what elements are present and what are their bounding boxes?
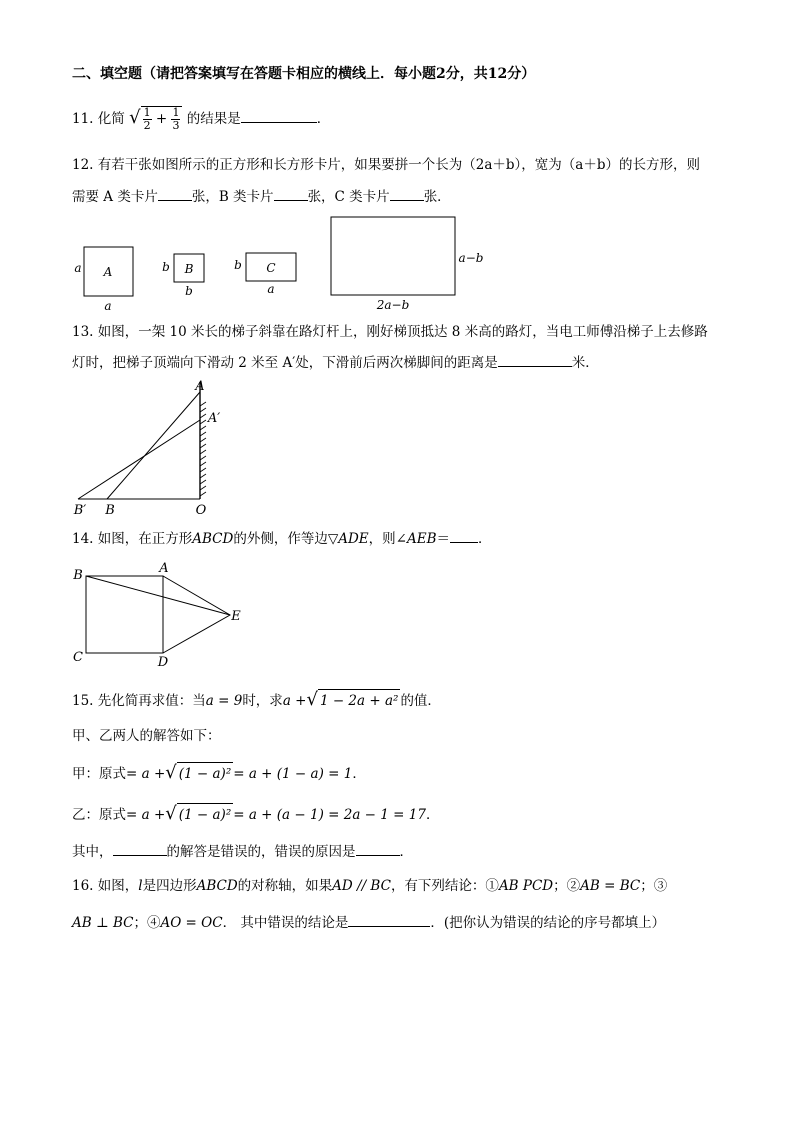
q12-blank-a[interactable] bbox=[158, 186, 192, 201]
card-b-side: b bbox=[162, 260, 170, 274]
segment-be bbox=[86, 576, 230, 615]
point-e-label: E bbox=[231, 609, 241, 624]
question-14: 14. 如图，在正方形ABCD的外侧，作等边▽ADE，则∠AEB＝ ． bbox=[72, 528, 492, 549]
q11-answer-blank[interactable] bbox=[241, 108, 317, 123]
triangle-ade bbox=[163, 576, 230, 653]
q15-question: 其中， 的解答是错误的，错误的原因是 ． bbox=[72, 841, 413, 862]
q13-ladder-figure bbox=[66, 376, 226, 521]
q13-line-2: 灯时，把梯子顶端向下滑动 2 米至 A′处，下滑前后两次梯脚间的距离是 米． bbox=[72, 352, 599, 373]
card-b-bottom: b bbox=[185, 284, 193, 298]
point-d-label: D bbox=[157, 655, 169, 670]
radical-icon: √ bbox=[306, 689, 318, 710]
q13-line-1: 13. 如图，一架 10 米长的梯子斜靠在路灯杆上，刚好梯顶抵达 8 米高的路灯，当电工师傅沿梯子上去修路 bbox=[72, 324, 708, 340]
radical-icon: √ bbox=[165, 762, 177, 783]
q11-prefix: 化简 bbox=[97, 111, 125, 127]
q11-suffix: 的结果是 bbox=[186, 111, 241, 127]
post-hatching bbox=[200, 402, 206, 496]
q12-blank-c[interactable] bbox=[390, 186, 424, 201]
q15-yi-solution: 乙：原式= a +√ (1 − a)² = a + (a − 1) = 2a − 1 = 17． bbox=[72, 803, 440, 824]
big-rect-side: a−b bbox=[458, 251, 484, 265]
radical-icon: √ bbox=[165, 803, 177, 824]
q12-line-2: 需要 A 类卡片 张，B 类卡片 张，C 类卡片 张． bbox=[72, 186, 451, 207]
q11-radicand: $\frac{1}{2}$ + $\frac{1}{3}$ bbox=[141, 106, 183, 132]
radical-icon: √ bbox=[129, 107, 141, 128]
square-abcd bbox=[86, 576, 163, 653]
q16-line-2: AB ⊥ BC；④AO = OC． 其中错误的结论是 ．(把你认为错误的结论的序号都填上） bbox=[72, 912, 665, 933]
ladder-before bbox=[107, 392, 200, 499]
card-c-side: b bbox=[234, 258, 242, 272]
big-rectangle bbox=[331, 217, 455, 295]
q11-fraction-2: $\frac{1}{3}$ bbox=[172, 106, 180, 132]
q11-fraction-1: $\frac{1}{2}$ bbox=[143, 106, 151, 132]
q13-answer-blank[interactable] bbox=[498, 352, 572, 367]
card-b-label: B bbox=[184, 262, 194, 276]
q15-blank-reason[interactable] bbox=[356, 841, 400, 856]
q15-intro: 甲、乙两人的解答如下： bbox=[72, 728, 221, 744]
q14-answer-blank[interactable] bbox=[450, 528, 478, 543]
card-a-label: A bbox=[103, 265, 113, 279]
q15-jia-solution: 甲：原式= a +√ (1 − a)² = a + (1 − a) = 1． bbox=[72, 762, 366, 783]
q15-blank-who[interactable] bbox=[113, 841, 167, 856]
point-a-label: A bbox=[159, 561, 169, 576]
point-b-label: B bbox=[73, 568, 83, 583]
q12-cards-figure bbox=[60, 212, 500, 318]
card-a-bottom: a bbox=[104, 299, 112, 313]
point-o-label: O bbox=[195, 503, 207, 518]
point-c-label: C bbox=[73, 650, 83, 665]
point-a-prime-label: A′ bbox=[207, 411, 221, 426]
q16-answer-blank[interactable] bbox=[348, 912, 430, 927]
card-a-side: a bbox=[74, 261, 82, 275]
big-rect-bottom: 2a−b bbox=[376, 298, 410, 312]
point-b-prime-label: B′ bbox=[73, 503, 87, 518]
q14-square-figure bbox=[66, 558, 256, 673]
q11-number: 11. bbox=[72, 111, 94, 127]
q12-blank-b[interactable] bbox=[274, 186, 308, 201]
section-title: 二、填空题（请把答案填写在答题卡相应的横线上．每小题2分，共12分） bbox=[72, 66, 536, 82]
ladder-after bbox=[78, 420, 200, 499]
q12-line-1: 12. 有若干张如图所示的正方形和长方形卡片，如果要拼一个长为（2a＋b），宽为（a＋b）的长方形，则 bbox=[72, 157, 700, 173]
q15-line-1: 15. 先化简再求值：当a = 9时，求a +√ 1 − 2a + a² 的值． bbox=[72, 689, 441, 710]
card-c-label: C bbox=[266, 261, 276, 275]
question-11: 11. 化简 √ $\frac{1}{2}$ + $\frac{1}{3}$ 的结果是 ． bbox=[72, 106, 331, 132]
card-c-bottom: a bbox=[267, 282, 275, 296]
point-b-label: B bbox=[105, 503, 115, 518]
q16-line-1: 16. 如图，l是四边形ABCD的对称轴，如果AD // BC，有下列结论：①AB PCD；②AB = BC；③ bbox=[72, 878, 668, 894]
point-a-label: A bbox=[195, 379, 205, 394]
